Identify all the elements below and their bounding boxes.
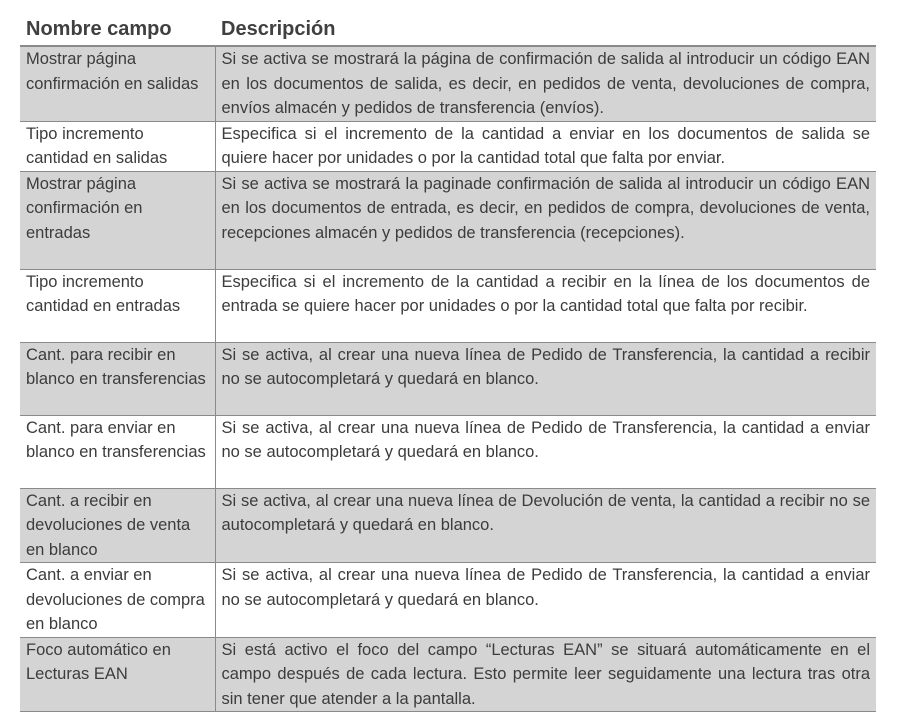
table-row bbox=[20, 415, 876, 488]
table-row bbox=[20, 46, 876, 121]
field-name: Cant. para recibir en blanco en transferencias bbox=[20, 342, 215, 415]
header-description: Descripción bbox=[215, 14, 876, 46]
field-name: Mostrar página confirmación en entradas bbox=[20, 171, 215, 269]
field-name: Cant. a enviar en devoluciones de compra en blanco bbox=[20, 563, 215, 638]
table-row bbox=[20, 342, 876, 415]
table-header-row bbox=[20, 14, 876, 46]
table-row bbox=[20, 637, 876, 712]
table-row bbox=[20, 121, 876, 171]
table-row bbox=[20, 563, 876, 638]
field-name: Tipo incremento cantidad en entradas bbox=[20, 269, 215, 342]
field-description: Si se activa, al crear una nueva línea de Pedido de Transferencia, la cantidad a enviar no se autocompletará y quedará en blanco. bbox=[215, 563, 876, 638]
field-description: Si se activa se mostrará la página de confirmación de salida al introducir un código EAN en los documentos de salida, es decir, en pedidos de venta, devoluciones de compra, envíos almacén y pedidos de transferencia (envíos). bbox=[215, 46, 876, 121]
field-description: Si se activa se mostrará la paginade confirmación de salida al introducir un código EAN en los documentos de entrada, es decir, en pedidos de compra, devoluciones de venta, recepciones almacén y pedidos de transferencia (recepciones). bbox=[215, 171, 876, 269]
field-description: Si se activa, al crear una nueva línea de Pedido de Transferencia, la cantidad a enviar no se autocompletará y quedará en blanco. bbox=[215, 415, 876, 488]
field-description: Si se activa, al crear una nueva línea de Devolución de venta, la cantidad a recibir no se autocompletará y quedará en blanco. bbox=[215, 488, 876, 563]
field-name: Tipo incremento cantidad en salidas bbox=[20, 121, 215, 171]
field-name: Cant. para enviar en blanco en transferencias bbox=[20, 415, 215, 488]
table-row bbox=[20, 171, 876, 269]
field-description: Si se activa, al crear una nueva línea de Pedido de Transferencia, la cantidad a recibir no se autocompletará y quedará en blanco. bbox=[215, 342, 876, 415]
field-name: Mostrar página confirmación en salidas bbox=[20, 46, 215, 121]
table-row bbox=[20, 488, 876, 563]
field-description: Especifica si el incremento de la cantidad a recibir en la línea de los documentos de entrada se quiere hacer por unidades o por la cantidad total que falta por recibir. bbox=[215, 269, 876, 342]
field-name: Cant. a recibir en devoluciones de venta en blanco bbox=[20, 488, 215, 563]
field-description: Especifica si el incremento de la cantidad a enviar en los documentos de salida se quiere hacer por unidades o por la cantidad total que falta por enviar. bbox=[215, 121, 876, 171]
table-row bbox=[20, 269, 876, 342]
fields-table bbox=[20, 14, 876, 712]
header-name: Nombre campo bbox=[20, 14, 215, 46]
field-name: Foco automático en Lecturas EAN bbox=[20, 637, 215, 712]
field-description: Si está activo el foco del campo “Lecturas EAN” se situará automáticamente en el campo después de cada lectura. Esto permite leer seguidamente una lectura tras otra sin tener que atender a la pantalla. bbox=[215, 637, 876, 712]
